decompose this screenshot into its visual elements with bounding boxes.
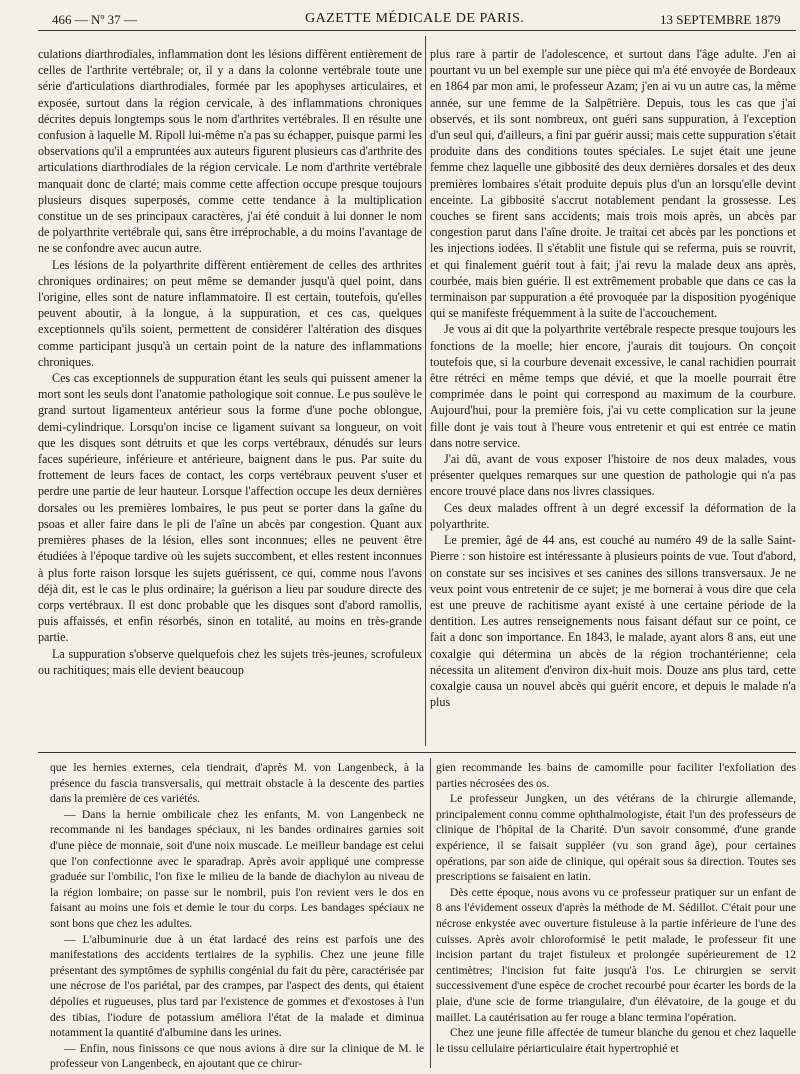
page-header (0, 6, 800, 28)
column-bottom-left (50, 760, 424, 1072)
column-bottom-right (436, 760, 796, 1056)
paragraph: — L'albuminurie due à un état lardacé des reins est parfois une des manifestations des accidents tertiaires de la syphilis. Chez une jeune fille présentant des symptômes de syphilis congénial du fait du père, caractérisée par une nécrose de l'os pariétal, par des crampes, par l'aspect des dents, qui étaient dépolies et rugueuses, plus tard par l'existence de gommes et d'exostoses à l'un des tibias, l'iodure de potassium améliora l'état de la malade et diminua notamment la quantité d'albumine dans les urines. (50, 932, 424, 1040)
page-number-and-issue (52, 12, 137, 28)
paragraph: La suppuration s'observe quelquefois chez les sujets très-jeunes, scrofuleux ou rachitiques; mais elle devient beaucoup (38, 646, 422, 677)
issue-date: 13 SEPTEMBRE 1879 (660, 12, 781, 27)
paragraph: Ces deux malades offrent à un degré excessif la déformation de la polyarthrite. (430, 500, 796, 531)
paragraph: — Dans la hernie ombilicale chez les enfants, M. von Langenbeck ne recommande ni les bandages spéciaux, ni les bandes ordinaires garnies soit d'une pièce de monnaie, soit d'une noix muscade. Le meilleur bandage est celui que l'on confectionne avec le sparadrap. Après avoir appliqué une compresse graduée sur l'ombilic, l'on fixe le milieu de la bande de diachylon au niveau de la région lombaire; on passe sur le nombril, puis l'on revient vers le dos en faisant au moins une fois et demie le tour du corps. Les bandages spéciaux ne sont bons que chez les adultes. (50, 807, 424, 930)
page-number: 466 (52, 12, 72, 27)
paragraph: Chez une jeune fille affectée de tumeur blanche du genou et chez laquelle le tissu cellulaire périarticulaire était hypertrophié et (436, 1026, 796, 1055)
paragraph: culations diarthrodiales, inflammation dont les lésions diffèrent entièrement de celles de l'arthrite vertébrale; or, il y a dans la colonne vertébrale toute une série d'articulations diarthrodiales, formée par les apophyses articulaires, et exposée, surtout dans la région cervicale, à des inflammations chroniques décrites depuis longtemps sous le nom d'arthrites vertébrales. Il en résulte une confusion à laquelle M. Ripoll lui-même n'a pas su échapper, puisque parmi les observations qu'il a empruntées aux auteurs figurent plusieurs cas d'arthrite des articulations diarthrodiales de la région cervicale. Le nom d'arthrite vertébrale manquait donc de clarté; mais comme cette affection occupe presque toujours plusieurs disques superposés, comme cette tendance à la multiplication constitue un de ses principaux caractères, j'ai été conduit à lui donner le nom de polyarthrite vertébrale qui, sans être irréprochable, a du moins l'avantage de ne se confondre avec aucun autre. (38, 47, 422, 256)
column-top-left (38, 46, 422, 678)
paragraph: — Enfin, nous finissons ce que nous avions à dire sur la clinique de M. le professeur von Langenbeck, en ajoutant que ce chirur- (50, 1041, 424, 1071)
header-rule (38, 30, 796, 31)
journal-title: GAZETTE MÉDICALE DE PARIS. (305, 11, 525, 26)
column-top-right (430, 46, 796, 710)
paragraph: plus rare à partir de l'adolescence, et surtout dans l'âge adulte. J'en ai pourtant vu un bel exemple sur une pièce qui m'a été envoyée de Bordeaux en 1864 par mon ami, le professeur Azam; j'en ai vu un autre cas, la même année, sur une femme de la Salpêtrière. Depuis, tous les cas que j'ai observés, et ils sont nombreux, ont guéri sans suppuration, à l'exception d'un seul qui, d'ailleurs, a fini par guérir aussi; mais cette suppuration s'était produite dans des conditions toutes spéciales. Le sujet était une jeune femme chez laquelle une gibbosité des deux dernières dorsales et des deux premières lombaires s'était produite depuis plus d'un an lorsqu'elle devint enceinte. La gibbosité s'accrut notablement pendant la grossesse. Les couches se firent sans accidents; mais trois mois après, un abcès par congestion parut dans l'aîne droite. Je traitai cet abcès par les ponctions et les injections iodées. Il s'établit une fistule qui se referma, puis se rouvrit, et qui finalement guérit tout à fait; j'ai revu la malade deux ans après, courbée, mais bien guérie. Il est extrêmement probable que dans ce cas la terminaison par suppuration a été provoquée par la disposition pyogénique qui se manifeste fréquemment à la suite de l'accouchement. (430, 47, 796, 321)
paragraph: J'ai dû, avant de vous exposer l'histoire de nos deux malades, vous présenter quelques remarques sur une question de pathologie qui n'a pas encore trouvé place dans nos livres classiques. (430, 452, 796, 499)
paragraph: que les hernies externes, cela tiendrait, d'après M. von Langenbeck, à la présence du fascia transversalis, qui mettrait obstacle à la descente des parties dans la première de ces variétés. (50, 761, 424, 806)
column-divider (430, 758, 431, 1068)
issue-number: — Nº 37 — (74, 12, 137, 27)
paragraph: Ces cas exceptionnels de suppuration étant les seuls qui puissent amener la mort sont les seuls dont l'anatomie pathologique soit connue. Le pus soulève le grand surtout ligamenteux antérieur sous la forme d'une poche oblongue, demi-cylindrique. Lorsqu'on incise ce ligament suivant sa longueur, on voit que les disques sont détruits et que les corps vertébraux, dénudés sur leurs faces supérieure, inférieure et antérieure, baignent dans le pus. Par suite du frottement de leurs faces de contact, les corps vertébraux peuvent s'user et perdre une partie de leur hauteur. Lorsque l'affection occupe les deux dernières dorsales ou les premières lombaires, le pus peut se porter dans la gaîne du psoas et aller faire dans le pli de l'aîne un abcès par congestion. Quant aux premières phases de la lésion, elles sont inconnues; elles ne peuvent être étudiées à l'époque tardive où les sujets succombent, et elles restent inconnues à plus forte raison lorsque les sujets guérissent, ce qui, comme nous l'avons déjà dit, est le cas le plus ordinaire; la guérison a lieu par soudure directe des corps vertébraux. Il est donc probable que les disques sont d'abord ramollis, puis affaissés, et enfin résorbés, sinon en totalité, au moins en très-grande partie. (38, 371, 422, 645)
paragraph: Le professeur Jungken, un des vétérans de la chirurgie allemande, principalement connu comme ophthalmologiste, était l'un des professeurs de clinique de l'hôpital de la Charité. D'un savoir consommé, d'une grande expérience, il se faisait suppléer (vu son grand âge), pour certaines opérations, par son aide de clinique, qui opérait sous sa direction. Toutes ses prescriptions se faisaient en latin. (436, 792, 796, 884)
paragraph: Dès cette époque, nous avons vu ce professeur pratiquer sur un enfant de 8 ans l'évidement osseux d'après la méthode de M. Sédillot. C'était pour une nécrose enkystée avec ouverture fistuleuse à la partie inférieure de l'une des cuisses. Après avoir chloroformisé le petit malade, le professeur fit une incision partant du trajet fistuleux et prolongée supérieurement de 12 centimètres; l'incision fut faite jusqu'à l'os. Le chirurgien se servit successivement d'une espèce de crochet recourbé pour écarter les bords de la plaie, d'une scie de forme triangulaire, d'un élévatoire, de la gouge et du maillet. La cautérisation au fer rouge a blanc termina l'opération. (436, 885, 796, 1024)
section-rule (38, 752, 796, 753)
column-divider (425, 36, 426, 746)
paragraph: Les lésions de la polyarthrite diffèrent entièrement de celles des arthrites chroniques ordinaires; on peut même se demander jusqu'à quel point, dans l'origine, elles sont de nature inflammatoire. Il est certain, toutefois, qu'elles peuvent aboutir, à la longue, à la suppuration, et ces cas, quelques exceptionnels qu'ils soient, permettent de considérer l'altération des disques comme participant jusqu'à un certain point de la nature des inflammations chroniques. (38, 257, 422, 369)
paragraph: gien recommande les bains de camomille pour faciliter l'exfoliation des parties nécrosées des os. (436, 761, 796, 790)
paragraph: Je vous ai dit que la polyarthrite vertébrale respecte presque toujours les fonctions de la moelle; hier encore, j'aurais dit toujours. On conçoit toutefois que, si la courbure devenait excessive, le canal rachidien pourrait être rétréci en même temps que dévié, et que la moelle pourrait être comprimée dans le point qui correspond au maximum de la courbure. Aujourd'hui, pour la première fois, j'ai vu cette complication sur la jeune fille dont je vais tout à l'heure vous entretenir et qui est entrée ce matin dans notre service. (430, 322, 796, 450)
paragraph: Le premier, âgé de 44 ans, est couché au numéro 49 de la salle Saint-Pierre : son histoire est intéressante à plusieurs points de vue. Tout d'abord, on constate sur ses incisives et ses canines des sillons transversaux. Je ne veux point vous entretenir de ce sujet; je me bornerai à vous dire que cela est une preuve de rachitisme ayant existé à une certaine période de la dentition. Les autres renseignements nous faisant défaut sur ce point, ce fait a donc son importance. En 1843, le malade, ayant alors 8 ans, eut une coxalgie qui détermina un abcès de la région trochantérienne; cela nécessita un alitement d'environ dix-huit mois. Douze ans plus tard, cette coxalgie causa un nouvel abcès qui guérit encore, et depuis le malade n'a plus (430, 533, 796, 710)
